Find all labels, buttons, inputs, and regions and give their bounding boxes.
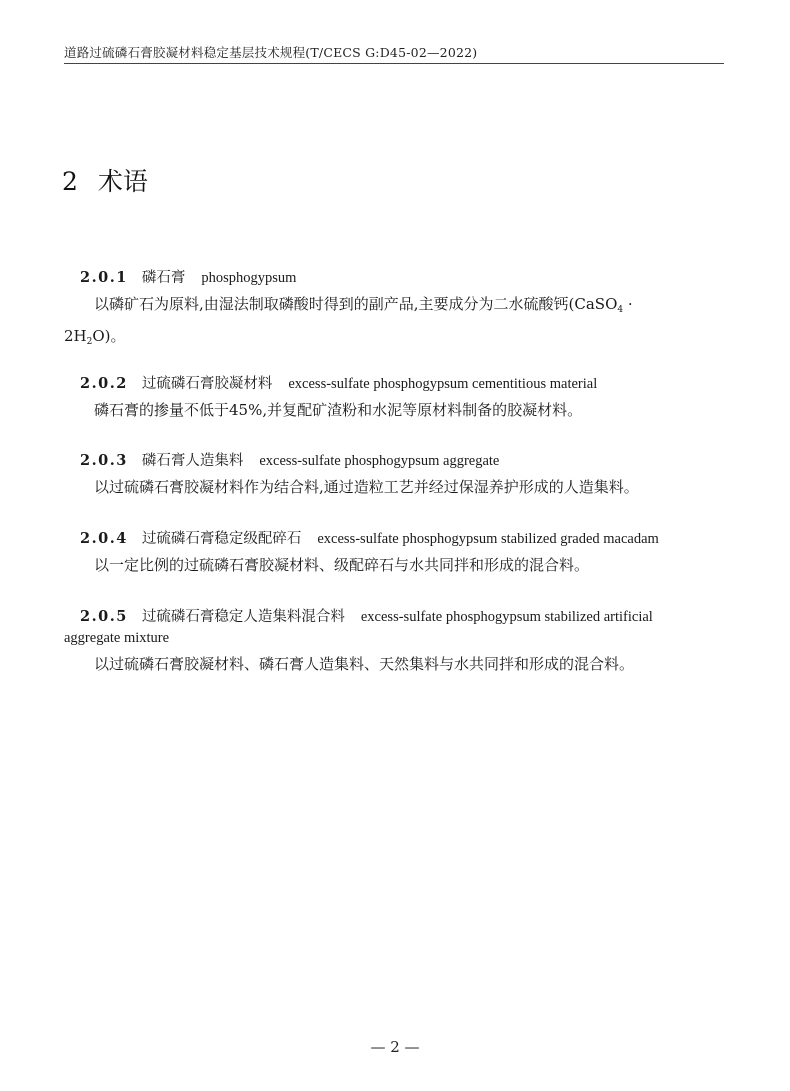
term-number: 2.0.4 [80,530,128,547]
term-title [64,449,724,470]
term-definition: 磷石膏的掺量不低于45%,并复配矿渣粉和水泥等原材料制备的胶凝材料。 [94,401,583,419]
term-entry [64,527,724,578]
term-name-en: excess-sulfate phosphogypsum stabilized graded macadam [317,531,659,547]
chapter-heading [62,162,148,198]
term-entry [64,605,724,677]
term-title [64,605,724,626]
term-entry [64,266,724,355]
term-name-en: excess-sulfate phosphogypsum aggregate [259,453,500,469]
term-number: 2.0.3 [80,452,128,469]
term-name-zh: 磷石膏人造集料 [141,453,244,469]
term-name-zh: 磷石膏 [141,270,186,286]
term-definition: 以过硫磷石膏胶凝材料、磷石膏人造集料、天然集料与水共同拌和形成的混合料。 [94,655,635,673]
chapter-number: 2 [62,167,78,196]
header-rule [64,63,724,64]
term-name-en: phosphogypsum [201,270,297,286]
chapter-title: 术语 [97,167,148,196]
term-name-en-cont: aggregate mixture [64,630,170,646]
term-title [64,266,724,287]
term-name-en: excess-sulfate phosphogypsum cementitious material [288,376,598,392]
subscript: 4 [617,305,624,315]
term-entry [64,372,724,423]
definition-text: · [623,295,633,313]
term-number: 2.0.2 [80,375,128,392]
term-definition [64,291,724,323]
term-entry [64,449,724,500]
term-definition: 以过硫磷石膏胶凝材料作为结合料,通过造粒工艺并经过保湿养护形成的人造集料。 [94,478,639,496]
term-name-zh: 过硫磷石膏稳定人造集料混合料 [141,609,345,625]
term-definition: 以一定比例的过硫磷石膏胶凝材料、级配碎石与水共同拌和形成的混合料。 [94,556,590,574]
term-name-zh: 过硫磷石膏胶凝材料 [141,376,273,392]
term-number: 2.0.5 [80,608,128,625]
running-header: 道路过硫磷石膏胶凝材料稳定基层技术规程(T/CECS G:D45-02—2022) [64,45,478,60]
subscript: 2 [86,337,93,347]
definition-text: 2H [64,327,87,345]
page-number: — 2 — [370,1038,420,1056]
term-name-zh: 过硫磷石膏稳定级配碎石 [141,531,302,547]
term-definition-cont [64,323,724,355]
term-number: 2.0.1 [80,269,128,286]
term-title [64,372,724,393]
definition-text: O)。 [92,327,126,345]
definition-text: 以磷矿石为原料,由湿法制取磷酸时得到的副产品,主要成分为二水硫酸钙(CaSO [94,295,618,313]
term-title [64,527,724,548]
term-name-en: excess-sulfate phosphogypsum stabilized artificial [360,609,653,625]
